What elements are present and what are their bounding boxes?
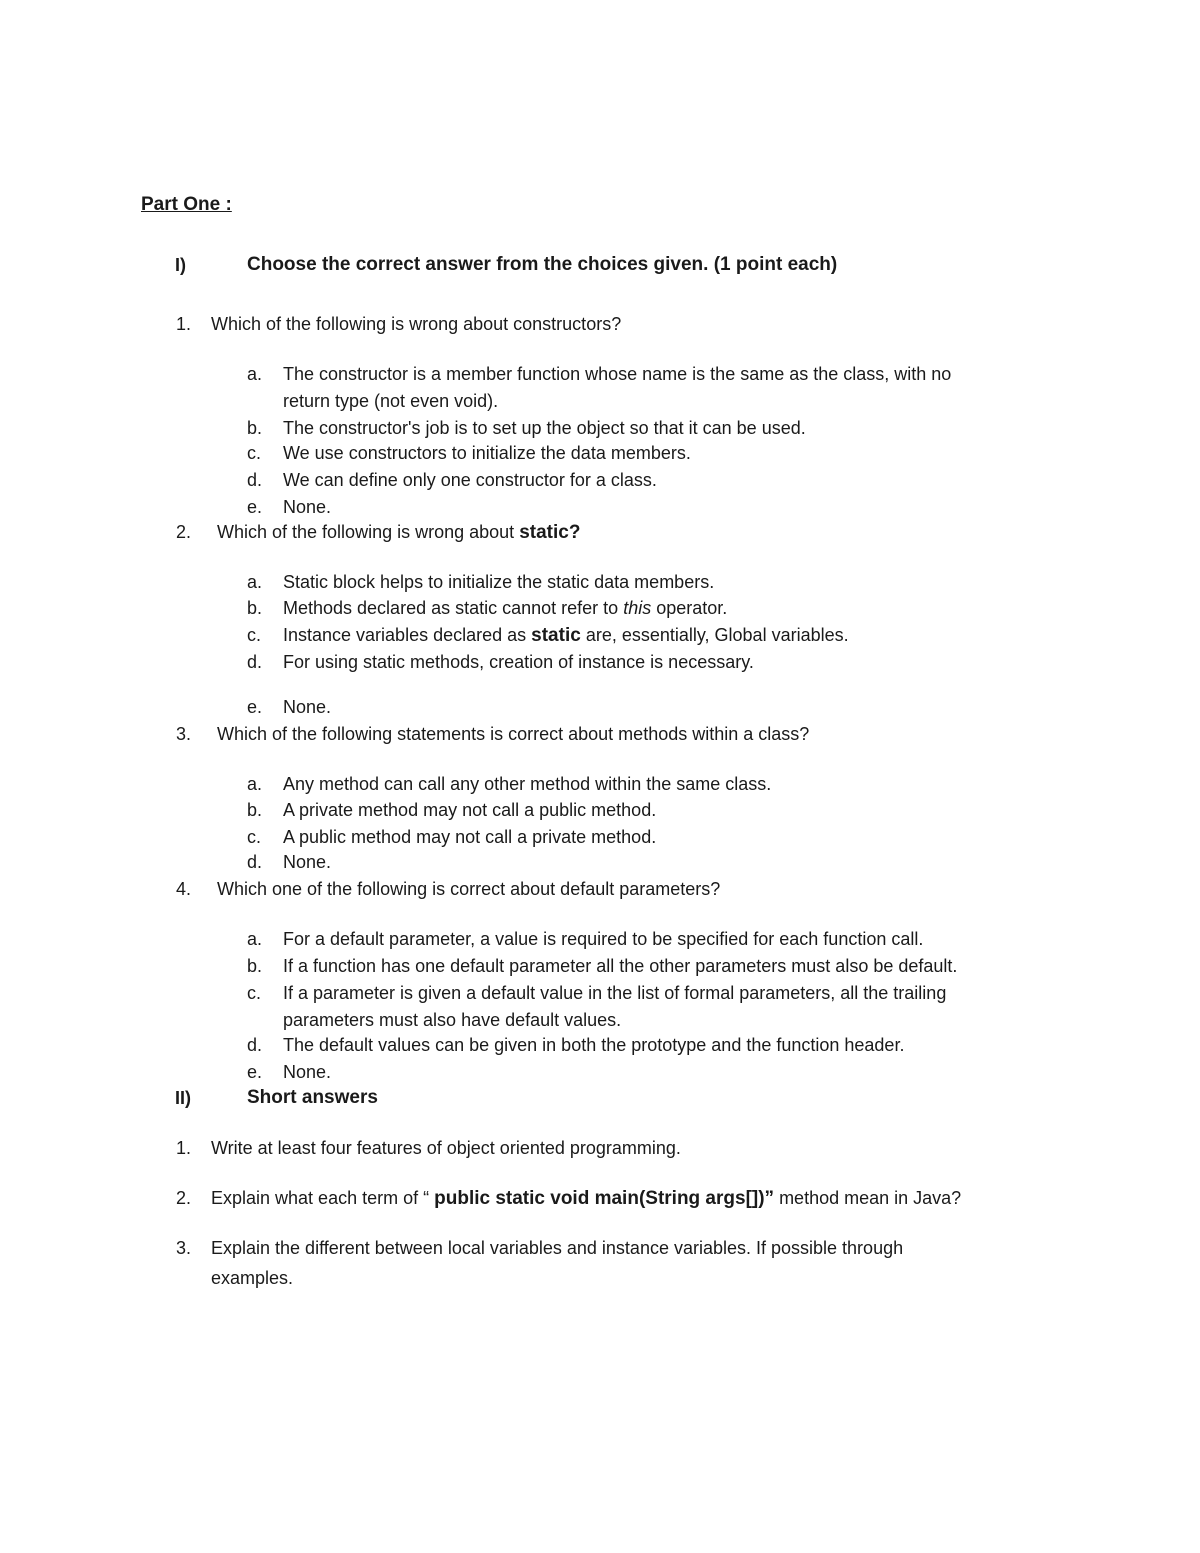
q3-option-c-letter: c.	[247, 827, 262, 847]
q3-option-d-text: None.	[283, 852, 332, 872]
part-title: Part One :	[141, 194, 232, 215]
short-answer-3-line1: Explain the different between local variables and instance variables. If possible through	[211, 1238, 904, 1258]
question-2-keyword: static?	[519, 522, 581, 543]
q1-option-a-line2: return type (not even void).	[283, 391, 499, 411]
q2-option-e-text: None.	[283, 697, 332, 717]
question-4-text: Which one of the following is correct about default parameters?	[217, 879, 721, 899]
section-2-number: II)	[175, 1088, 191, 1108]
q1-option-e-letter: e.	[247, 497, 263, 517]
q2-option-a-text: Static block helps to initialize the static data members.	[283, 572, 715, 592]
q4-option-d-text: The default values can be given in both the prototype and the function header.	[283, 1035, 905, 1055]
q2-option-b-italic: this	[623, 598, 652, 618]
question-2-text-before: Which of the following is wrong about	[217, 522, 515, 542]
section-1-number: I)	[175, 255, 186, 275]
q2-option-b-after: operator.	[656, 598, 728, 618]
short-answer-1-number: 1.	[176, 1138, 192, 1158]
q1-option-a-letter: a.	[247, 364, 263, 384]
q2-option-d-letter: d.	[247, 652, 263, 672]
q3-option-a-letter: a.	[247, 774, 263, 794]
q1-option-d-text: We can define only one constructor for a class.	[283, 470, 657, 490]
q4-option-c-line1: If a parameter is given a default value in the list of formal parameters, all the trailing	[283, 983, 947, 1003]
q2-option-c-keyword: static	[531, 625, 581, 646]
q4-option-b-letter: b.	[247, 956, 263, 976]
q1-option-b-letter: b.	[247, 418, 263, 438]
question-3-number: 3.	[176, 724, 192, 744]
q3-option-a-text: Any method can call any other method within the same class.	[283, 774, 772, 794]
q2-option-c-after: are, essentially, Global variables.	[585, 625, 849, 645]
question-1-number: 1.	[176, 314, 192, 334]
q2-option-b-before: Methods declared as static cannot refer to	[283, 598, 619, 618]
q2-option-c-text	[283, 623, 849, 648]
q3-option-d-letter: d.	[247, 852, 263, 872]
question-4-number: 4.	[176, 879, 192, 899]
q2-option-a-letter: a.	[247, 572, 263, 592]
q2-option-d-text: For using static methods, creation of instance is necessary.	[283, 652, 754, 672]
question-2-text	[217, 520, 580, 545]
q4-option-a-letter: a.	[247, 929, 263, 949]
short-answer-2-after: method mean in Java?	[779, 1188, 962, 1208]
q4-option-e-text: None.	[283, 1062, 332, 1082]
q1-option-b-text: The constructor's job is to set up the object so that it can be used.	[283, 418, 806, 438]
q2-option-c-before: Instance variables declared as	[283, 625, 527, 645]
short-answer-3-line2: examples.	[211, 1268, 294, 1288]
q1-option-c-letter: c.	[247, 443, 262, 463]
section-1-title: Choose the correct answer from the choices given. (1 point each)	[247, 254, 838, 275]
short-answer-2-text	[211, 1186, 961, 1211]
short-answer-2-number: 2.	[176, 1188, 192, 1208]
q4-option-a-text: For a default parameter, a value is required to be specified for each function call.	[283, 929, 924, 949]
short-answer-2-before: Explain what each term of “	[211, 1188, 430, 1208]
short-answer-1-text: Write at least four features of object oriented programming.	[211, 1138, 681, 1158]
q2-option-e-letter: e.	[247, 697, 263, 717]
q1-option-a-line1: The constructor is a member function whose name is the same as the class, with no	[283, 364, 952, 384]
question-2-number: 2.	[176, 522, 192, 542]
q2-option-b-text	[283, 596, 727, 620]
short-answer-2-code: public static void main(String args[])”	[434, 1188, 775, 1209]
short-answer-3-number: 3.	[176, 1238, 192, 1258]
q1-option-e-text: None.	[283, 497, 332, 517]
q4-option-d-letter: d.	[247, 1035, 263, 1055]
q4-option-c-line2: parameters must also have default values.	[283, 1010, 622, 1030]
question-1-text: Which of the following is wrong about constructors?	[211, 314, 622, 334]
q3-option-c-text: A public method may not call a private method.	[283, 827, 657, 847]
section-2-title: Short answers	[247, 1087, 378, 1108]
q2-option-c-letter: c.	[247, 625, 262, 645]
q1-option-d-letter: d.	[247, 470, 263, 490]
q3-option-b-text: A private method may not call a public method.	[283, 800, 657, 820]
q4-option-c-letter: c.	[247, 983, 262, 1003]
q3-option-b-letter: b.	[247, 800, 263, 820]
q4-option-b-text: If a function has one default parameter all the other parameters must also be default.	[283, 956, 958, 976]
q1-option-c-text: We use constructors to initialize the data members.	[283, 443, 691, 463]
q2-option-b-letter: b.	[247, 598, 263, 618]
q4-option-e-letter: e.	[247, 1062, 263, 1082]
question-3-text: Which of the following statements is correct about methods within a class?	[217, 724, 810, 744]
